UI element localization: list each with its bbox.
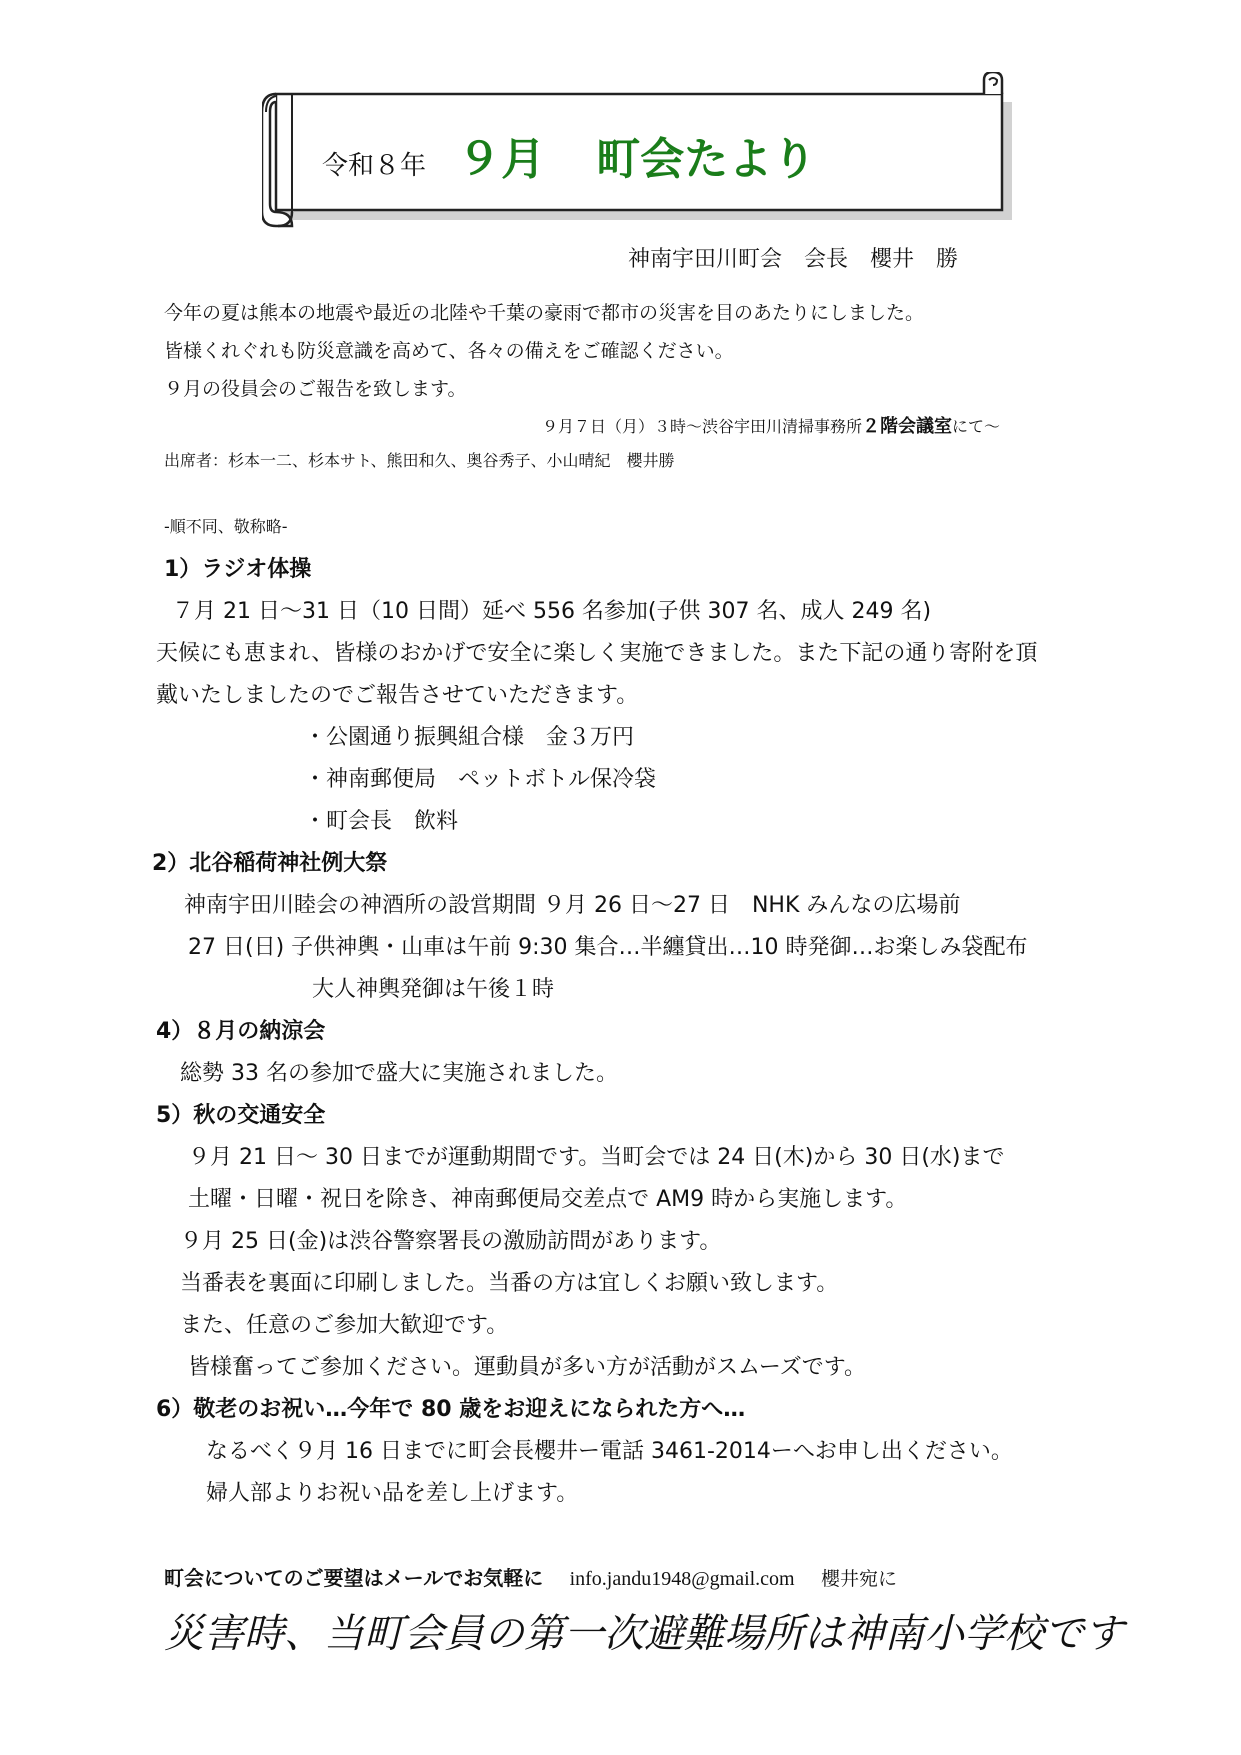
banner-month: ９月: [457, 134, 546, 185]
intro-line-1: 今年の夏は熊本の地震や最近の北陸や千葉の豪雨で都市の災害を目のあたりにしました。: [164, 302, 925, 324]
banner-year: 令和８年: [322, 151, 427, 181]
intro-line-2: 皆様くれぐれも防災意識を高めて、各々の備えをご確認ください。: [164, 340, 734, 362]
section-2-line-1: 神南宇田川睦会の神酒所の設営期間 ９月 26 日～27 日 NHK みんなの広場前: [184, 893, 961, 918]
donation-2: ・神南郵便局 ペットボトル保冷袋: [304, 767, 657, 792]
section-2-line-3: 大人神輿発御は午後１時: [312, 977, 555, 1002]
footer-request-line: [164, 1562, 897, 1591]
section-5-line-6: 皆様奮ってご参加ください。運動員が多い方が活動がスムーズです。: [188, 1355, 867, 1380]
section-5-heading: 5）秋の交通安全: [156, 1103, 326, 1128]
section-5-line-5: また、任意のご参加大歓迎です。: [180, 1313, 509, 1338]
footer-addressee: 櫻井宛に: [820, 1568, 897, 1590]
meeting-suffix: にて～: [952, 417, 1001, 436]
order-note: -順不同、敬称略-: [164, 517, 288, 536]
section-5-line-2: 土曜・日曜・祝日を除き、神南郵便局交差点で AM9 時から実施します。: [188, 1187, 908, 1212]
meeting-date-place: ９月７日（月）３時～渋谷宇田川清掃事務所: [542, 417, 863, 436]
section-1-line-1: ７月 21 日～31 日（10 日間）延べ 556 名参加(子供 307 名、成人 249 名): [172, 599, 932, 624]
section-2-heading: 2）北谷稲荷神社例大祭: [152, 851, 388, 876]
banner-heading: 町会たより: [596, 134, 817, 185]
footer-request: 町会についてのご要望はメールでお気軽に: [164, 1566, 544, 1590]
evacuation-notice: 災害時、当町会員の第一次避難場所は神南小学校です: [164, 1611, 1124, 1657]
section-1-heading: 1）ラジオ体操: [164, 557, 312, 582]
author-line: 神南宇田川町会 会長 櫻井 勝: [628, 247, 959, 272]
section-5-line-3: ９月 25 日(金)は渋谷警察署長の激励訪問があります。: [180, 1229, 722, 1254]
meeting-info: [542, 412, 1000, 438]
section-6-heading: 6）敬老のお祝い…今年で 80 歳をお迎えになられた方へ…: [156, 1397, 746, 1422]
banner-title: [322, 128, 816, 201]
meeting-room: ２階会議室: [862, 416, 953, 437]
section-5-line-1: ９月 21 日～ 30 日までが運動期間です。当町会では 24 日(木)から 30 日(水)まで: [188, 1145, 1005, 1170]
section-5-line-4: 当番表を裏面に印刷しました。当番の方は宜しくお願い致します。: [180, 1271, 839, 1296]
attendees: 出席者：杉本一二、杉本サト、熊田和久、奥谷秀子、小山晴紀 櫻井勝: [164, 451, 675, 470]
intro-line-3: ９月の役員会のご報告を致します。: [164, 378, 467, 400]
section-1-line-3: 戴いたしましたのでご報告させていただきます。: [156, 683, 639, 708]
section-1-line-2: 天候にも恵まれ、皆様のおかげで安全に楽しく実施できました。また下記の通り寄附を頂: [156, 641, 1038, 666]
section-6-line-2: 婦人部よりお祝い品を差し上げます。: [206, 1481, 579, 1506]
section-2-line-2: 27 日(日) 子供神輿・山車は午前 9:30 集合…半纏貸出…10 時発御…お楽しみ袋配布: [188, 935, 1028, 960]
section-6-line-1: なるべく９月 16 日までに町会長櫻井ー電話 3461-2014ーへお申し出ください。: [206, 1439, 1013, 1464]
donation-1: ・公園通り振興組合様 金３万円: [304, 725, 635, 750]
section-4-line-1: 総勢 33 名の参加で盛大に実施されました。: [180, 1061, 618, 1086]
donation-3: ・町会長 飲料: [304, 809, 459, 834]
footer-email[interactable]: info.jandu1948@gmail.com: [569, 1568, 795, 1590]
section-4-heading: 4）８月の納涼会: [156, 1019, 326, 1044]
